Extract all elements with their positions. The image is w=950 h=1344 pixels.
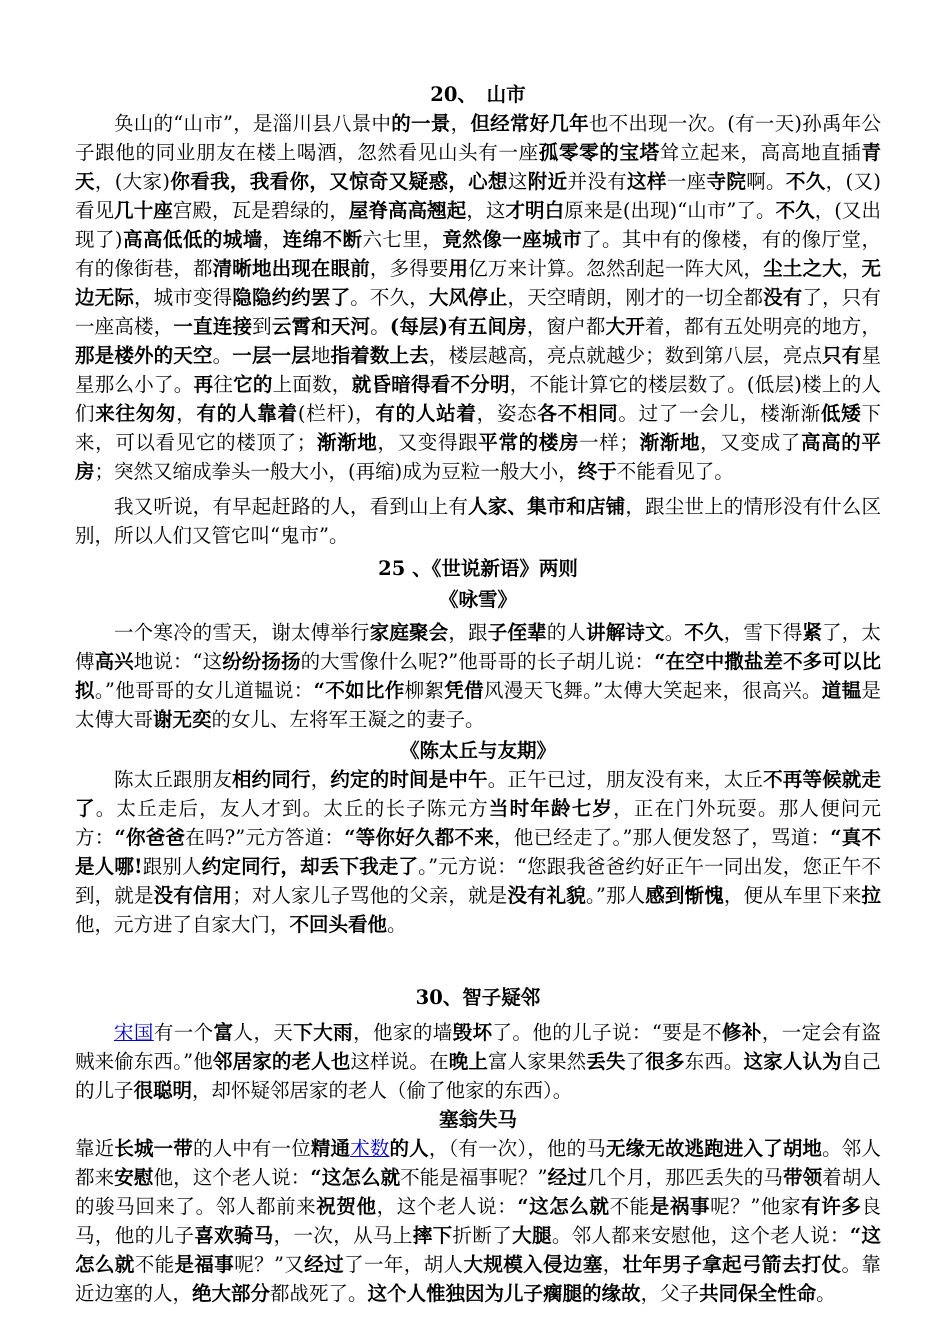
bold-text: 是祸事 — [649, 1195, 711, 1218]
text-run: 。邻人都来 — [75, 1137, 881, 1189]
text-run: ，又变得跟 — [377, 431, 479, 454]
bold-text: 摔下 — [412, 1224, 453, 1247]
text-run: 这 — [507, 170, 528, 193]
text-run: 上面数， — [272, 373, 352, 396]
bold-text: 只有 — [822, 344, 862, 367]
text-run: 宫殿，瓦是碧绿的， — [172, 199, 349, 222]
text-run: 他，元方进了自家大门， — [75, 913, 290, 936]
bold-text: 安慰 — [114, 1166, 154, 1189]
sub-title-yongxue: 《咏雪》 — [438, 588, 517, 611]
text-run: ，楼层越高，亮点就越少；数到第八层，亮点 — [428, 344, 823, 367]
bold-text: 约定同行，却丢下我走了 — [201, 855, 419, 878]
bold-text: 经过 — [304, 1253, 345, 1276]
bold-text: 隐隐约约罢了 — [232, 286, 351, 309]
text-run: 的人 — [546, 621, 587, 644]
bold-text: 长城一带 — [114, 1137, 193, 1160]
text-run: 奂山的“山市”，是淄川县八景中 — [114, 112, 392, 135]
bold-text: 家庭聚会 — [369, 621, 449, 644]
text-run: (栏杆)， — [297, 402, 376, 425]
bold-text: 经过 — [547, 1166, 587, 1189]
bold-text: 绝大部分 — [192, 1282, 271, 1305]
text-run: 呢？”他家 — [710, 1195, 802, 1218]
text-run: 着，都有五处明亮的地方， — [644, 315, 881, 338]
bold-text: 屋脊高高翘起 — [348, 199, 467, 222]
bold-text: 谢无奕 — [153, 708, 212, 731]
text-run: 人，天 — [233, 1021, 294, 1044]
bold-text: 大风停止 — [428, 286, 508, 309]
bold-text: 高高的平房 — [75, 431, 881, 483]
text-run: 原来是(出现)“山市”了。 — [564, 199, 776, 222]
bold-text: 不回头看他 — [289, 913, 388, 936]
bold-text: 才明白 — [505, 199, 565, 222]
text-run: 地说：“这 — [133, 650, 223, 673]
bold-text: 云霄和天河 — [271, 315, 371, 338]
text-run: ；突然又缩成拳头一般大小，(再缩)成为豆粒一般大小， — [94, 460, 578, 483]
text-run: 是太傅大哥 — [75, 679, 881, 731]
text-run: 。不久， — [350, 286, 429, 309]
bold-text: 再 — [193, 373, 214, 396]
hyperlink[interactable]: 宋国 — [114, 1021, 154, 1044]
bold-text: 渐渐地 — [316, 431, 378, 454]
text-run: 。正午已过，朋友没有来，太丘 — [487, 768, 764, 791]
bold-text: 孤零零的宝塔 — [538, 141, 660, 164]
bold-text: 有许多 — [801, 1195, 862, 1218]
text-run: 了，只有一座高楼， — [75, 286, 881, 338]
text-run: ，跟 — [448, 621, 488, 644]
text-run: 星星那么小了。 — [75, 344, 881, 396]
bold-text: 拉 — [861, 884, 881, 907]
bold-text: 附近 — [527, 170, 568, 193]
text-run: 富人家果然 — [488, 1050, 587, 1073]
bold-text: 青天 — [75, 141, 881, 193]
text-run: ，姿态 — [476, 402, 538, 425]
section-title-shishuo: 25 、《世说新语》两则 — [378, 557, 578, 580]
bold-text: 是福事 — [174, 1253, 235, 1276]
paragraph — [75, 1134, 881, 1308]
section-title-zhiziyilin: 30、智子疑邻 — [415, 986, 541, 1009]
bold-text: “这怎么就 — [75, 1224, 881, 1276]
bold-text: 大腿 — [512, 1224, 552, 1247]
text-run: 有一个 — [153, 1021, 214, 1044]
text-run: ，却怀疑邻居家的老人（偷了他家的东西）。 — [192, 1079, 573, 1102]
text-run: 往 — [213, 373, 234, 396]
bold-text: 这样 — [627, 170, 667, 193]
text-run: 不能看见了。 — [616, 460, 734, 483]
bold-text: 讲解诗文 — [586, 621, 665, 644]
text-run: 一样； — [579, 431, 639, 454]
text-run: ，父子 — [640, 1282, 700, 1305]
bold-text: 带领 — [782, 1166, 823, 1189]
text-run: 。 — [664, 621, 685, 644]
bold-text: 纷纷扬扬 — [222, 650, 301, 673]
text-run: 的人中有一位 — [192, 1137, 311, 1160]
bold-text: 有的人站着 — [375, 402, 477, 425]
text-run: ，跟尘世上的情形没有什么区别，所以人们又管它叫“鬼市”。 — [75, 495, 881, 547]
bold-text: 平常的楼房 — [478, 431, 580, 454]
text-run: 的女儿、左将军王凝之的妻子。 — [211, 708, 485, 731]
text-run: 跟别人 — [142, 855, 202, 878]
text-run: 。”元方说：“您跟我爸爸约好正午一同出发，您正午不到，就是 — [75, 855, 881, 907]
bold-text: 约定的时间是中午 — [330, 768, 488, 791]
bold-text: 无边无际 — [75, 257, 881, 309]
bold-text: 高兴 — [94, 650, 134, 673]
bold-text: 的一景 — [391, 112, 451, 135]
bold-text: “等你好久都不来 — [344, 826, 494, 849]
text-run: 这样说。在 — [350, 1050, 449, 1073]
text-run: 。过了一会儿，楼渐渐 — [618, 402, 821, 425]
paragraph — [75, 765, 881, 939]
text-run: ，一次，从马上 — [273, 1224, 413, 1247]
bold-text: 有的人靠着 — [196, 402, 298, 425]
bold-text: 紧 — [802, 621, 823, 644]
text-run: 了 — [625, 1050, 646, 1073]
bold-text: 各不相同 — [537, 402, 619, 425]
bold-text: 寺院 — [706, 170, 747, 193]
text-run: 并没有 — [567, 170, 628, 193]
text-run: ，他家的墙 — [353, 1021, 453, 1044]
text-run: 东西。 — [684, 1050, 744, 1073]
text-run: 。邻人都来安慰他，这个老人说： — [551, 1224, 850, 1247]
bold-text: “你爸爸 — [114, 826, 186, 849]
bold-text: 晚上 — [448, 1050, 489, 1073]
text-run: 几个月，那匹丢失的马 — [586, 1166, 783, 1189]
text-run: 着胡人的骏马回来了。邻人都前来 — [75, 1166, 881, 1218]
bold-text: 邻居家的老人也 — [212, 1050, 351, 1073]
text-run: 。靠近边塞的人， — [75, 1253, 881, 1305]
bold-text: 人家、集市和店铺 — [468, 495, 626, 518]
text-run: ，(大家) — [94, 170, 170, 193]
bold-text: 终于 — [577, 460, 617, 483]
text-run: ，(又)看见 — [75, 170, 881, 222]
text-run: ，便从车里下来 — [723, 884, 862, 907]
text-run: 耸立起来，高高地直插 — [659, 141, 862, 164]
bold-text: 没有 — [763, 286, 803, 309]
bold-text: 它的 — [233, 373, 273, 396]
bold-text: “这怎么就 — [517, 1195, 610, 1218]
bold-text: 但经常好几年 — [470, 112, 589, 135]
text-run: 。”那人 — [585, 884, 646, 907]
text-run: ，他已经走了。”那人便发怒了，骂道： — [493, 826, 831, 849]
bold-text: 不再等候就走了 — [75, 768, 881, 820]
bold-text: 来往匆匆 — [95, 402, 177, 425]
bold-text: 你看我，我看你，又惊奇又疑惑，心想 — [170, 170, 508, 193]
text-run: 不能 — [134, 1253, 175, 1276]
text-run: 了。其中有的像楼，有的像厅堂，有的像街巷，都 — [75, 228, 881, 280]
bold-text: 一直连接 — [173, 315, 253, 338]
bold-text: 下大雨 — [293, 1021, 354, 1044]
paragraph — [75, 618, 881, 734]
text-run: ， — [602, 1253, 623, 1276]
text-run: 了，太傅 — [75, 621, 881, 673]
bold-text: 大开 — [605, 315, 645, 338]
text-run: ， — [841, 257, 862, 280]
bold-text: 修补 — [721, 1021, 762, 1044]
bold-text: 几十座 — [114, 199, 173, 222]
bold-text: “这怎么就 — [310, 1166, 401, 1189]
text-run: ， — [262, 228, 283, 251]
text-run: 一个寒冷的雪天，谢太傅举行 — [114, 621, 370, 644]
text-run: 自己的儿子 — [75, 1050, 881, 1102]
text-run: ， — [310, 768, 331, 791]
text-run: 六七里， — [362, 228, 443, 251]
text-run: 亿万来计算。忽然刮起一阵大风， — [468, 257, 764, 280]
section-title-shanshi: 20、 山市 — [430, 83, 526, 106]
bold-text: 当时年龄七岁 — [488, 797, 614, 820]
bold-text: 很聪明 — [133, 1079, 193, 1102]
text-run: 我又听说，有早起赶路的人，看到山上有 — [114, 495, 469, 518]
paragraph — [75, 1018, 881, 1105]
bold-text: 道韫 — [821, 679, 862, 702]
bold-text: 连绵不断 — [282, 228, 363, 251]
text-run: 柳絮 — [404, 679, 445, 702]
text-run: 呢？”又 — [234, 1253, 305, 1276]
text-run: ，雪下得 — [723, 621, 803, 644]
text-run: 他，这个老人说： — [153, 1166, 311, 1189]
text-run: 。 — [816, 1282, 836, 1305]
text-run: ， — [450, 112, 471, 135]
hyperlink[interactable]: 术数 — [350, 1137, 390, 1160]
text-run: 了一年，胡人 — [344, 1253, 464, 1276]
text-run: 。”他哥哥的女儿道韫说： — [94, 679, 314, 702]
text-run: ，多得要 — [369, 257, 449, 280]
text-run: 陈太丘跟朋友 — [114, 768, 233, 791]
text-run: ，窗户都 — [526, 315, 606, 338]
text-run: 都战死了。 — [270, 1282, 368, 1305]
text-run: 折断了 — [452, 1224, 513, 1247]
bold-text: 这个人惟独因为儿子瘸腿的缘故 — [367, 1282, 641, 1305]
text-run: ， — [176, 402, 197, 425]
bold-text: 竟然像一座城市 — [442, 228, 583, 251]
bold-text: 用 — [448, 257, 469, 280]
bold-text: 无缘无故逃跑进入了胡地 — [605, 1137, 823, 1160]
text-run: 良马，他的儿子 — [75, 1195, 881, 1247]
text-run: 到 — [252, 315, 272, 338]
bold-text: 这家人认为 — [743, 1050, 842, 1073]
text-run: 。太丘走后，友人才到。太丘的长子陈元方 — [95, 797, 489, 820]
bold-text: 没有礼貌 — [507, 884, 586, 907]
text-run: ；对人家儿子骂他的父亲，就是 — [232, 884, 508, 907]
text-run: 了。他的儿子说：“要是不 — [492, 1021, 722, 1044]
bold-text: 不久 — [684, 621, 724, 644]
bold-text: 低矮 — [820, 402, 862, 425]
bold-text: 子侄辈 — [487, 621, 547, 644]
bold-text: “在空中撒盐差不多可以比拟 — [75, 650, 881, 702]
bold-text: 大规模入侵边塞 — [463, 1253, 603, 1276]
text-run: 啊。 — [746, 170, 786, 193]
bold-text: “不如比作 — [313, 679, 405, 702]
text-run: 。 — [212, 344, 233, 367]
text-run: 靠近 — [75, 1137, 115, 1160]
text-run: ，城市变得 — [133, 286, 233, 309]
paragraph — [75, 109, 881, 486]
bold-text: 不久 — [775, 199, 815, 222]
bold-text: 没有信用 — [153, 884, 233, 907]
bold-text: 那是楼外的天空 — [75, 344, 213, 367]
bold-text: 的人 — [389, 1137, 429, 1160]
paragraph — [75, 492, 881, 550]
text-run: ，又变成了 — [700, 431, 801, 454]
bold-text: 精通 — [310, 1137, 351, 1160]
bold-text: “真不是人哪! — [75, 826, 881, 878]
text-run: 。 — [387, 913, 407, 936]
text-run: 不能是福事呢？” — [400, 1166, 548, 1189]
text-run: 地 — [310, 344, 331, 367]
bold-text: 喜欢骑马 — [194, 1224, 274, 1247]
bold-text: 不久 — [785, 170, 826, 193]
text-run: ，不能计算它的楼层数了。(低层)楼上的人们 — [75, 373, 881, 425]
bold-text: (每层)有五间房 — [389, 315, 527, 338]
bold-text: 很多 — [645, 1050, 685, 1073]
text-run: 也不出现一次。(有一天)孙禹年公子跟他的同业朋友在楼上喝酒，忽然看见山头有一座 — [75, 112, 881, 164]
bold-text: 毁坏 — [452, 1021, 493, 1044]
text-run: ，这个老人说： — [376, 1195, 518, 1218]
bold-text: 渐渐地 — [638, 431, 701, 454]
text-run: 风漫天飞舞。”太傅大笑起来，很高兴。 — [483, 679, 822, 702]
bold-text: 就昏暗得看不分明 — [351, 373, 510, 396]
bold-text: 富 — [213, 1021, 234, 1044]
text-run: ，(又出现了) — [75, 199, 881, 251]
text-run: 下来，可以看见它的楼顶了； — [75, 402, 881, 454]
bold-text: 感到惭愧 — [645, 884, 724, 907]
text-run: 在吗?”元方答道： — [185, 826, 345, 849]
section-title-saiweng: 塞翁失马 — [438, 1108, 517, 1131]
text-run: ，（有一次），他的马 — [428, 1137, 606, 1160]
bold-text: 壮年男子拿起弓箭去打仗 — [622, 1253, 842, 1276]
text-run: ，正在门外玩耍。那人便问元方： — [75, 797, 881, 849]
text-run: 。 — [370, 315, 390, 338]
bold-text: 指着数上去 — [330, 344, 429, 367]
document-page — [75, 80, 881, 1308]
bold-text: 高高低低的城墙 — [122, 228, 263, 251]
text-run: 一座 — [666, 170, 707, 193]
bold-text: 相约同行 — [232, 768, 311, 791]
text-run: 不能 — [609, 1195, 650, 1218]
text-run: ，天空晴朗，刚才的一切全都 — [507, 286, 764, 309]
bold-text: 尘土之大 — [763, 257, 842, 280]
bold-text: 一层一层 — [232, 344, 311, 367]
text-run: 的大雪像什么呢?”他哥哥的长子胡儿说： — [300, 650, 655, 673]
bold-text: 祝贺他 — [316, 1195, 377, 1218]
bold-text: 丢失 — [586, 1050, 626, 1073]
text-run: ，一定会有盗贼来偷东西。”他 — [75, 1021, 881, 1073]
bold-text: 凭借 — [444, 679, 484, 702]
sub-title-chentaiqiu: 《陈太丘与友期》 — [399, 739, 556, 762]
text-run: ，这 — [466, 199, 506, 222]
bold-text: 清晰地出现在眼前 — [212, 257, 370, 280]
bold-text: 共同保全性命 — [699, 1282, 817, 1305]
